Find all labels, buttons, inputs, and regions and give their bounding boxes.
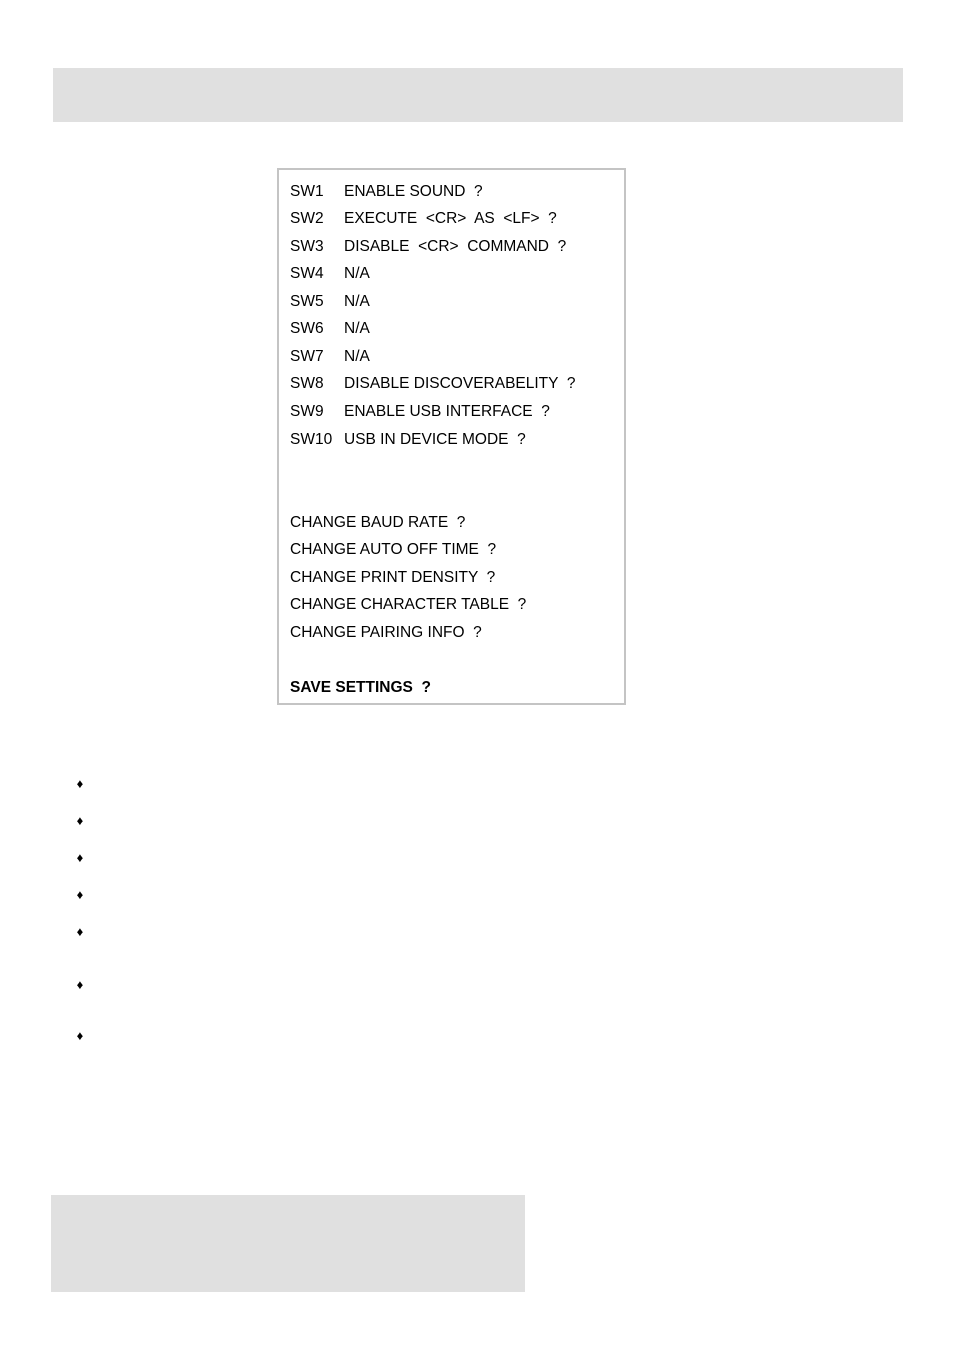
switch-code: SW9 (290, 403, 324, 420)
menu-item-sw2 (290, 209, 557, 229)
switch-label: N/A (344, 293, 370, 310)
bullet-diamond-icon: ♦ (76, 850, 84, 865)
switch-code: SW6 (290, 320, 324, 337)
switch-label: N/A (344, 348, 370, 365)
bullet-diamond-icon: ♦ (76, 776, 84, 791)
switch-code: SW8 (290, 375, 324, 392)
menu-item-change-print-density: CHANGE PRINT DENSITY ? (290, 569, 496, 586)
menu-item-change-baud-rate: CHANGE BAUD RATE ? (290, 514, 466, 531)
menu-item-sw7 (290, 347, 370, 367)
switch-label: EXECUTE <CR> AS <LF> ? (344, 210, 557, 227)
menu-item-sw4 (290, 264, 370, 284)
menu-item-sw1 (290, 182, 483, 202)
menu-item-change-auto-off-time: CHANGE AUTO OFF TIME ? (290, 541, 497, 558)
switch-label: N/A (344, 265, 370, 282)
switch-label: ENABLE SOUND ? (344, 183, 483, 200)
menu-item-sw9 (290, 402, 550, 422)
menu-item-change-pairing-info: CHANGE PAIRING INFO ? (290, 624, 482, 641)
switch-label: ENABLE USB INTERFACE ? (344, 403, 550, 420)
switch-label: DISABLE DISCOVERABELITY ? (344, 375, 576, 392)
menu-item-sw10 (290, 430, 526, 450)
switch-code: SW3 (290, 238, 324, 255)
menu-item-sw3 (290, 237, 566, 257)
bullet-diamond-icon: ♦ (76, 887, 84, 902)
bullet-diamond-icon: ♦ (76, 977, 84, 992)
switch-code: SW7 (290, 348, 324, 365)
menu-item-save-settings: SAVE SETTINGS ? (290, 679, 431, 696)
footer-box (51, 1195, 525, 1292)
switch-code: SW5 (290, 293, 324, 310)
switch-label: DISABLE <CR> COMMAND ? (344, 238, 567, 255)
settings-menu (277, 168, 626, 705)
header-bar (53, 68, 903, 122)
switch-code: SW10 (290, 431, 333, 448)
menu-item-sw8 (290, 374, 575, 394)
menu-item-sw5 (290, 292, 370, 312)
bullet-diamond-icon: ♦ (76, 924, 84, 939)
switch-code: SW4 (290, 265, 324, 282)
switch-code: SW2 (290, 210, 324, 227)
bullet-diamond-icon: ♦ (76, 813, 84, 828)
bullet-diamond-icon: ♦ (76, 1028, 84, 1043)
menu-item-sw6 (290, 319, 370, 339)
switch-label: N/A (344, 320, 370, 337)
menu-item-change-character-table: CHANGE CHARACTER TABLE ? (290, 596, 527, 613)
switch-label: USB IN DEVICE MODE ? (344, 431, 526, 448)
switch-code: SW1 (290, 183, 324, 200)
